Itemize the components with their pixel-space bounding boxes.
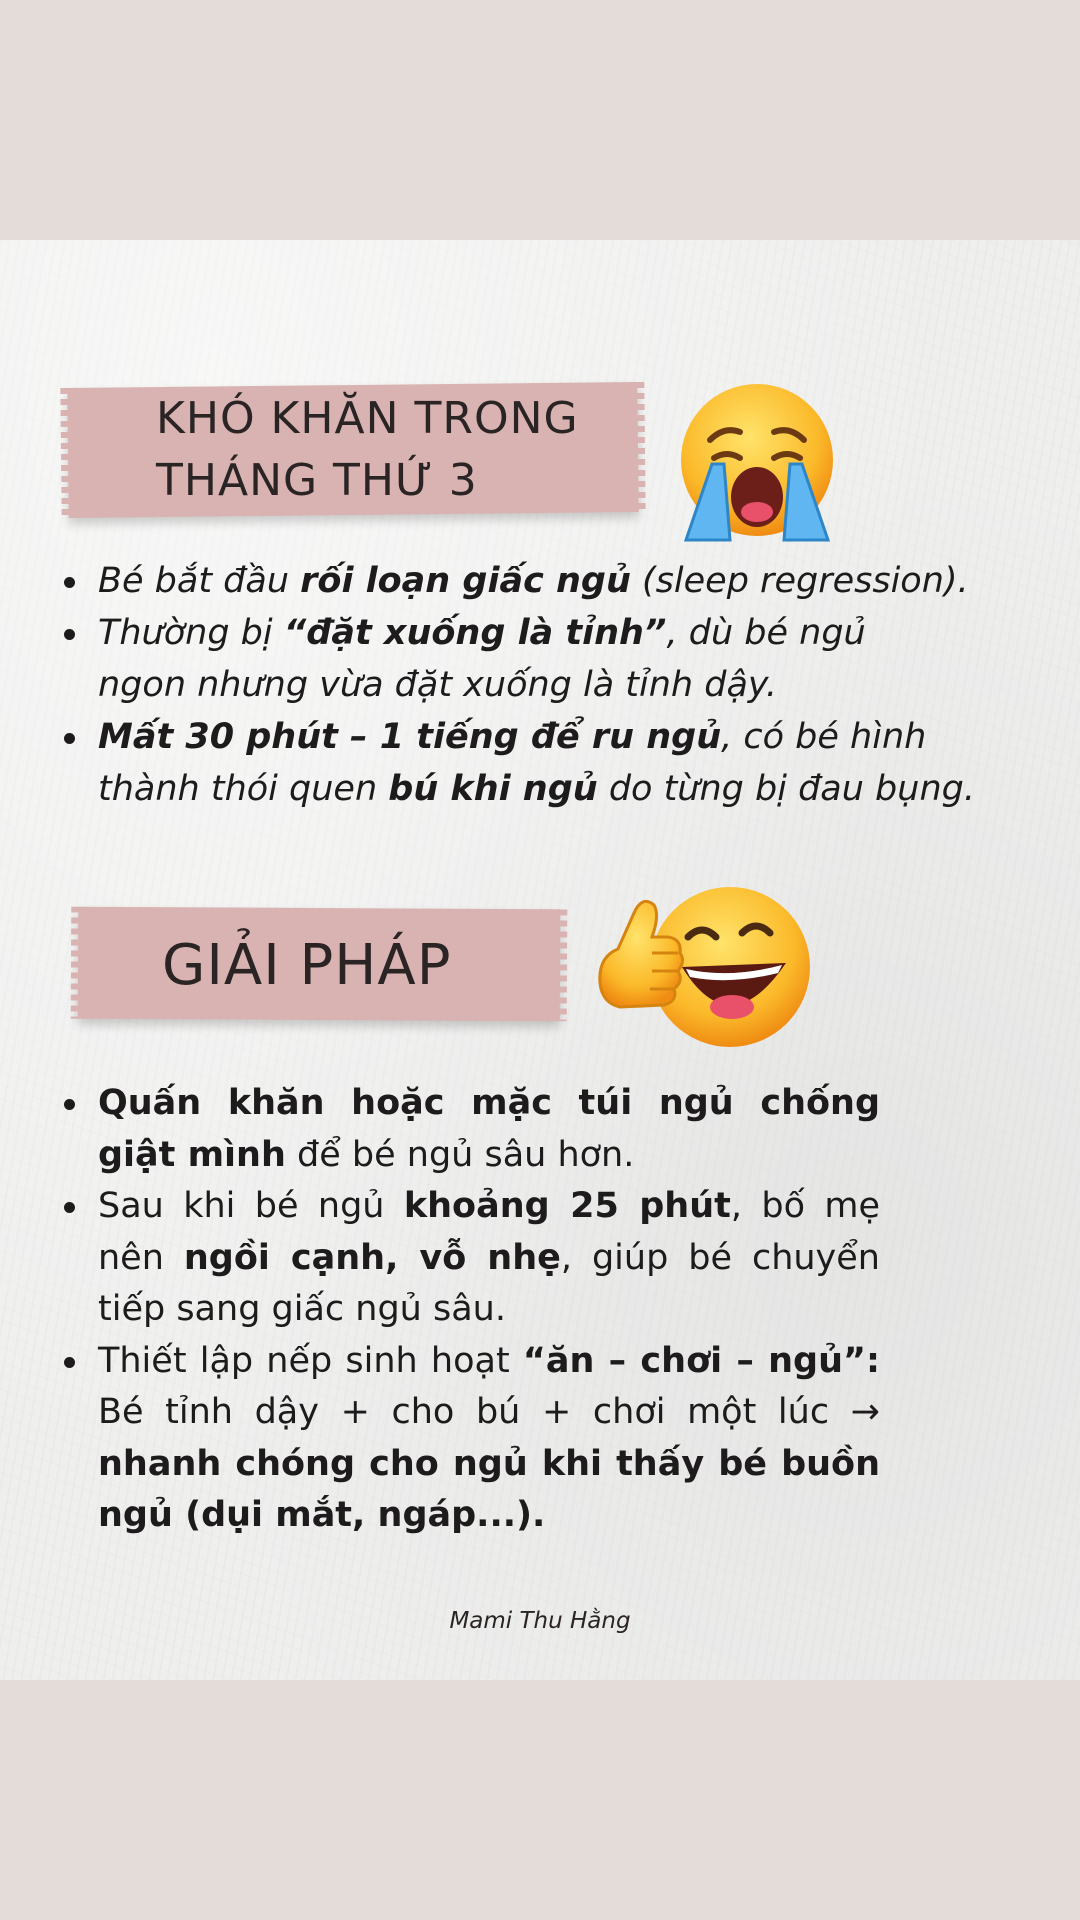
section1-title-line2: THÁNG THỨ 3 (156, 455, 478, 506)
list-item: Thường bị “đặt xuống là tỉnh”, dù bé ngủ ngon nhưng vừa đặt xuống là tỉnh dậy. (64, 607, 1024, 711)
section1-list (64, 555, 1024, 815)
content-card (0, 240, 1080, 1680)
section2-title: GIẢI PHÁP (162, 933, 452, 998)
list-item: Thiết lập nếp sinh hoạt “ăn – chơi – ngủ”: Bé tỉnh dậy + cho bú + chơi một lúc → nhanh chóng cho ngủ khi thấy bé buồn ngủ (dụi mắt, ngáp...). (64, 1336, 880, 1542)
crying-face-icon (672, 382, 842, 542)
section1-title-line1: KHÓ KHĂN TRONG (156, 393, 579, 444)
list-item: Quấn khăn hoặc mặc túi ngủ chống giật mình để bé ngủ sâu hơn. (64, 1078, 880, 1181)
list-item: Mất 30 phút – 1 tiếng để ru ngủ, có bé hình thành thói quen bú khi ngủ do từng bị đau bụng. (64, 711, 1024, 815)
thumbs-up-laughing-face-icon (590, 875, 820, 1055)
list-item: Bé bắt đầu rối loạn giấc ngủ (sleep regression). (64, 555, 1024, 607)
list-item: Sau khi bé ngủ khoảng 25 phút, bố mẹ nên ngồi cạnh, vỗ nhẹ, giúp bé chuyển tiếp sang giấc ngủ sâu. (64, 1181, 880, 1336)
author-signature: Mami Thu Hằng (449, 1608, 631, 1634)
section2-list (64, 1078, 880, 1542)
